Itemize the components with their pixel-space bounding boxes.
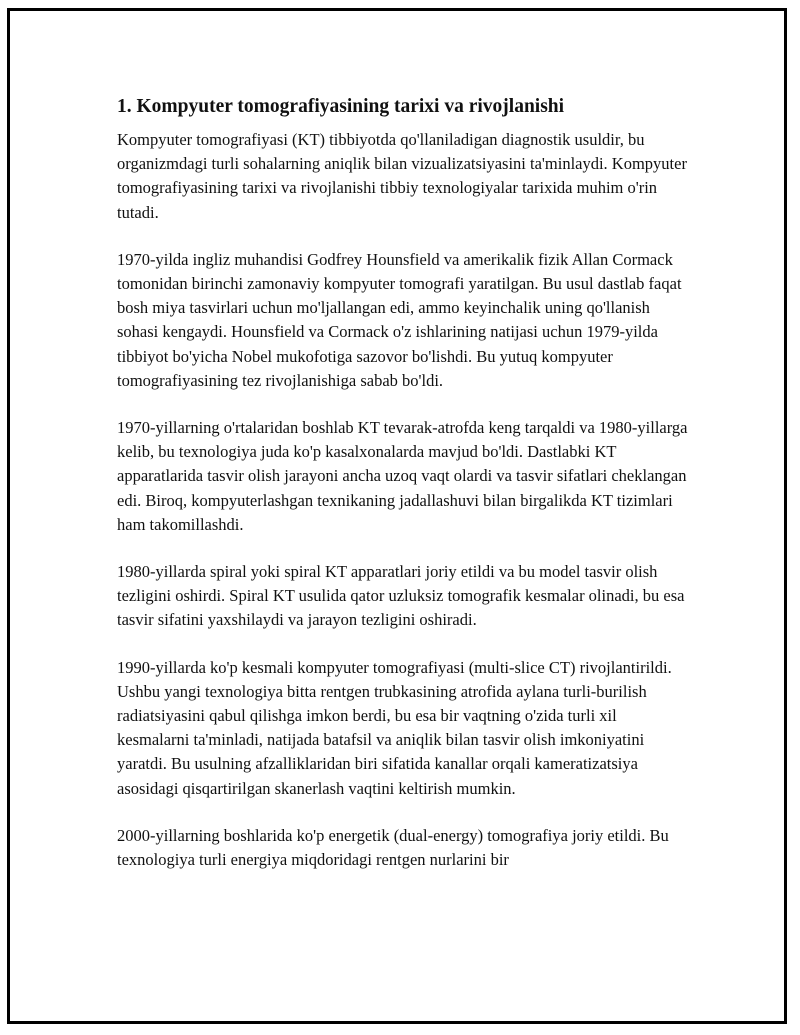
paragraph-1970: 1970-yilda ingliz muhandisi Godfrey Hounsfield va amerikalik fizik Allan Cormack tomonidan birinchi zamonaviy kompyuter tomografi yaratilgan. Bu usul dastlab faqat bosh miya tasvirlari uchun mo'ljallangan edi, ammo keyinchalik uning qo'llanish sohasi kengaydi. Hounsfield va Cormack o'z ishlarining natijasi uchun 1979-yilda tibbiyot bo'yicha Nobel mukofotiga sazovor bo'lishdi. Bu yutuq kompyuter tomografiyasining tez rivojlanishiga sabab bo'ldi.: [117, 249, 682, 390]
paragraph-2000s: 2000-yillarning boshlarida ko'p energetik (dual-energy) tomografiya joriy etildi. Bu texnologiya turli energiya miqdoridagi rentgen nurlarini bir: [117, 825, 669, 870]
paragraph-1990s: 1990-yillarda ko'p kesmali kompyuter tomografiyasi (multi-slice CT) rivojlantirildi. Ushbu yangi texnologiya bitta rentgen trubkasining atrofida aylana turli-burilish radiatsiyasini qabul qilishga imkon berdi, bu esa bir vaqtning o'zida turli xil kesmalarni ta'minladi, natijada batafsil va aniqlik bilan tasvir olish imkoniyatini yaratdi. Bu usulning afzalliklaridan biri sifatida kanallar orqali kameratizatsiya asosidagi qisqartirilgan skanerlash vaqtini keltirish mumkin.: [117, 657, 672, 798]
paragraph-1970s-mid: 1970-yillarning o'rtalaridan boshlab KT tevarak-atrofda keng tarqaldi va 1980-yillarga kelib, bu texnologiya juda ko'p kasalxonalarda mavjud bo'ldi. Dastlabki KT apparatlarida tasvir olish jarayoni ancha uzoq vaqt olardi va tasvir sifatlari cheklangan edi. Biroq, kompyuterlashgan texnikaning jadallashuvi bilan birgalikda KT tizimlari ham takomillashdi.: [117, 418, 688, 534]
section-heading: 1. Kompyuter tomografiyasining tarixi va rivojlanishi: [117, 96, 565, 117]
document-body: [117, 94, 692, 895]
paragraph-1980s: 1980-yillarda spiral yoki spiral KT apparatlari joriy etildi va bu model tasvir olish tezligini oshirdi. Spiral KT usulida qator uzluksiz tomografik kesmalar olinadi, bu esa tasvir sifatini yaxshilaydi va jarayon tezligini oshiradi.: [117, 562, 685, 630]
paragraph-intro: Kompyuter tomografiyasi (KT) tibbiyotda qo'llaniladigan diagnostik usuldir, bu organizmdagi turli sohalarning aniqlik bilan vizualizatsiyasini ta'minlaydi. Kompyuter tomografiyasining tarixi va rivojlanishi tibbiy texnologiyalar tarixida muhim o'rin tutadi.: [117, 130, 687, 222]
